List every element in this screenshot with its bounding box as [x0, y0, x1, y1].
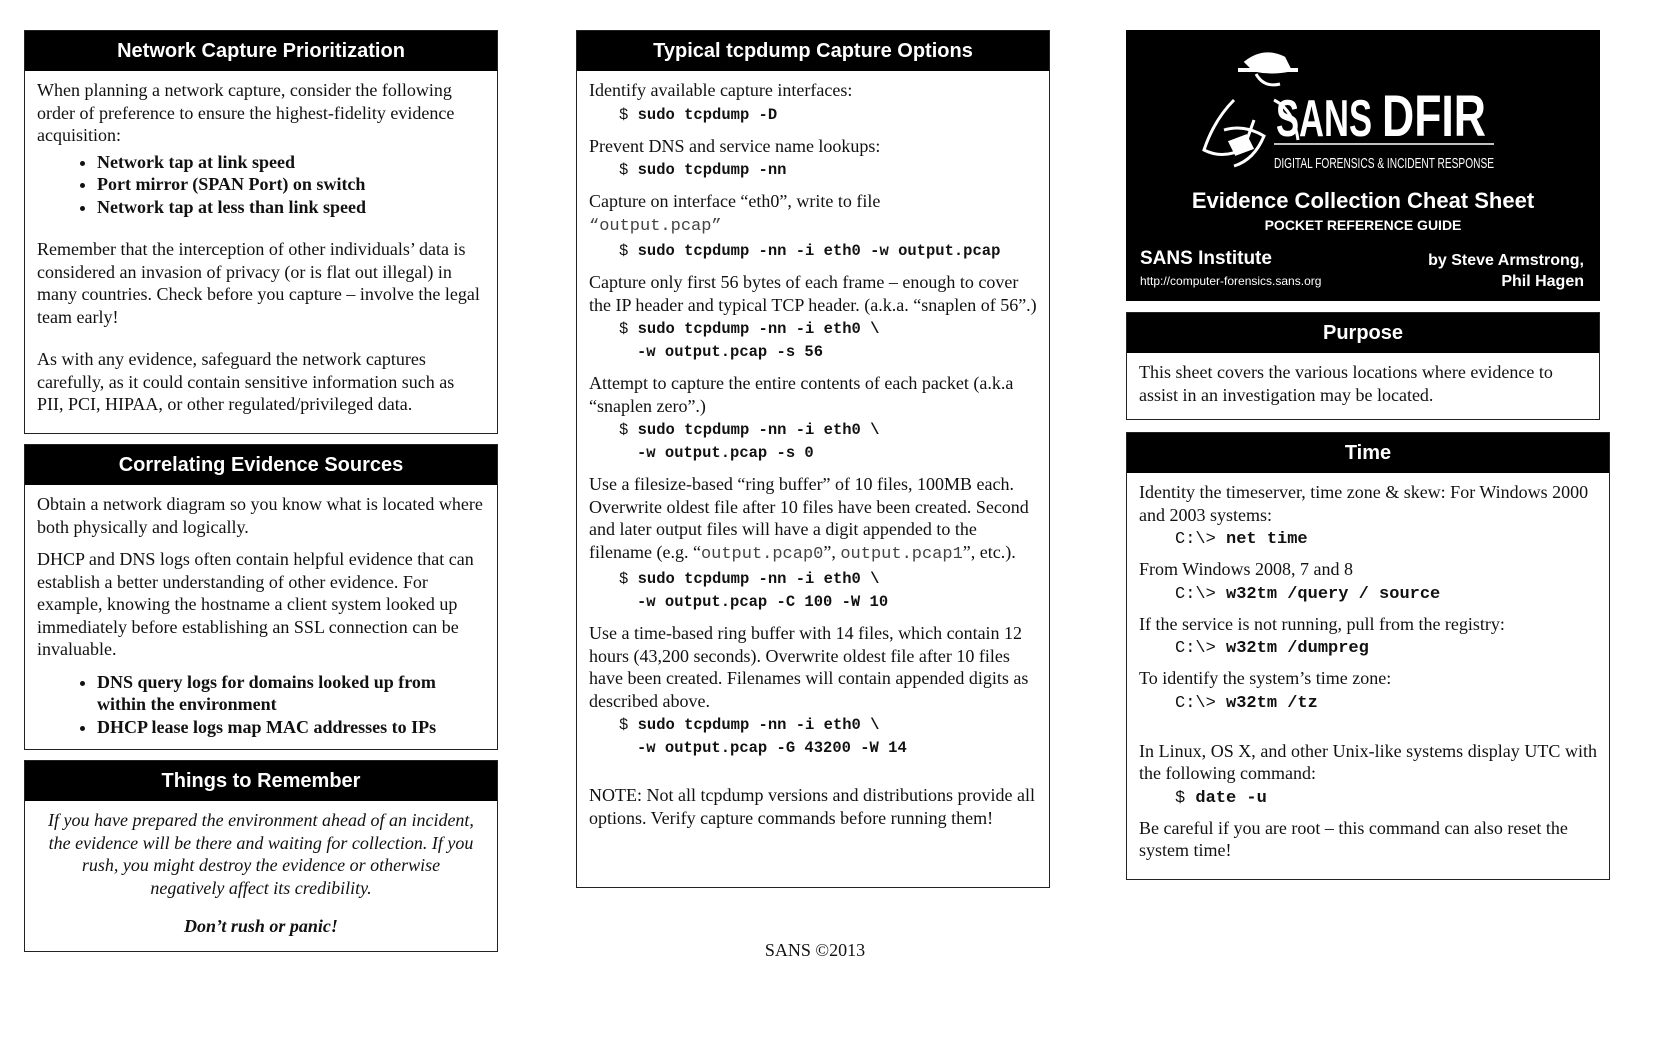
step-text: Capture only first 56 bytes of each frame – enough to cover the IP header and typical TCP header. (a.k.a. “snaplen of 56”.) [589, 272, 1037, 315]
author-line: Phil Hagen [1501, 273, 1584, 290]
command-line: C:\> net time [1175, 530, 1308, 549]
privacy-text: Remember that the interception of other individuals’ data is considered an invasion of privacy (or is flat out illegal) in many countries. Check before you capture – involve the legal team early! [37, 239, 480, 327]
command-line: $ sudo tcpdump -nn -i eth0 -w output.pcap [619, 242, 1001, 260]
list-item: • Network tap at less than link speed [97, 196, 485, 219]
authors [1428, 250, 1584, 292]
step-text: Capture on interface “eth0”, write to file [589, 191, 881, 211]
sheet-subtitle: POCKET REFERENCE GUIDE [1264, 217, 1462, 233]
filename: “output.pcap” [589, 216, 722, 236]
step-text: Prevent DNS and service name lookups: [589, 135, 881, 156]
section-title: Correlating Evidence Sources [25, 445, 497, 485]
step-text: From Windows 2008, 7 and 8 [1139, 559, 1353, 579]
list-item: • Port mirror (SPAN Port) on switch [97, 173, 485, 196]
list-item: • DHCP lease logs map MAC addresses to IPs [97, 716, 485, 739]
command-line: C:\> w32tm /dumpreg [1175, 639, 1369, 658]
capture-preference-list [37, 151, 485, 219]
intro-text: When planning a network capture, consider the following order of preference to ensure the highest-fidelity evidence acquisition: [37, 80, 455, 145]
command-line: $ sudo tcpdump -nn [619, 161, 787, 179]
warning-text: Be careful if you are root – this command can also reset the system time! [1139, 817, 1568, 860]
purpose-text: This sheet covers the various locations where evidence to assist in an investigation may be located. [1139, 362, 1553, 405]
logo-tagline: DIGITAL FORENSICS & INCIDENT RESPONSE [1274, 155, 1494, 172]
purpose-section [1126, 312, 1600, 420]
section-title: Purpose [1127, 313, 1599, 353]
command-line: $ sudo tcpdump -nn -i eth0 \ [619, 570, 880, 588]
note-text: NOTE: Not all tcpdump versions and distributions provide all options. Verify capture commands before running them! [589, 785, 1035, 828]
step-text: To identify the system’s time zone: [1139, 668, 1392, 688]
step-text: Identity the timeserver, time zone & skew: For Windows 2000 and 2003 systems: [1139, 482, 1589, 525]
copyright-footer: SANS ©2013 [764, 940, 866, 960]
logo-dfir-text: DFIR [1382, 84, 1486, 149]
logo-sans-text: SANS [1276, 90, 1372, 148]
step-text: Use a time-based ring buffer with 14 files, which contain 12 hours (43,200 seconds). Overwrite oldest file after 10 files have been created. Filenames will contain appended digits as described above. [589, 623, 1029, 711]
things-to-remember-section [24, 760, 498, 952]
command-line: $ sudo tcpdump -nn -i eth0 \ [619, 320, 880, 338]
command-line: C:\> w32tm /tz [1175, 693, 1318, 713]
command-line: -w output.pcap -G 43200 -W 14 [637, 739, 907, 757]
step-text: Identify available capture interfaces: [589, 80, 853, 100]
remember-text: If you have prepared the environment ahead of an incident, the evidence will be there and waiting for collection. If you rush, you might destroy the evidence or otherwise negatively affect its credibility. [48, 810, 474, 898]
institute-url[interactable]: http://computer-forensics.sans.org [1140, 274, 1322, 288]
section-title: Typical tcpdump Capture Options [577, 31, 1049, 71]
step-text: In Linux, OS X, and other Unix-like systems display UTC with the following command: [1139, 740, 1597, 783]
sheet-title: Evidence Collection Cheat Sheet [1191, 188, 1535, 213]
network-capture-prioritization-section [24, 30, 498, 434]
command-line: $ sudo tcpdump -D [619, 105, 778, 124]
safeguard-text: As with any evidence, safeguard the network captures carefully, as it could contain sensitive information such as PII, PCI, HIPAA, or other regulated/privileged data. [37, 349, 455, 414]
network-diagram-text: Obtain a network diagram so you know what is located where both physically and logically. [37, 494, 483, 537]
command-line: -w output.pcap -s 0 [637, 444, 814, 462]
step-text: Attempt to capture the entire contents of each packet (a.k.a “snaplen zero”.) [589, 373, 1014, 416]
correlating-evidence-sources-section [24, 444, 498, 750]
command-line: C:\> w32tm /query / source [1175, 584, 1441, 604]
section-title: Time [1127, 433, 1609, 473]
sans-dfir-logo [1194, 40, 1534, 190]
time-section [1126, 432, 1610, 880]
institute-name: SANS Institute [1140, 248, 1272, 269]
closing-text: Don’t rush or panic! [184, 916, 338, 936]
step-text: Use a filesize-based “ring buffer” of 10 files, 100MB each. Overwrite oldest file after 10 files have been created. Second and later output files will have a digit appended to the filename (e.g. “output.pcap0”, output.pcap1”, etc.). [589, 474, 1029, 564]
dhcp-dns-text: DHCP and DNS logs often contain helpful evidence that can establish a better understanding of other evidence. For example, knowing the hostname a client system looked up immediately before establishing an SSL connection can be invaluable. [37, 549, 474, 659]
section-title: Network Capture Prioritization [25, 31, 497, 71]
step-text: If the service is not running, pull from the registry: [1139, 613, 1505, 634]
command-line: $ date -u [1175, 788, 1267, 808]
tcpdump-options-section [576, 30, 1050, 888]
command-line: -w output.pcap -C 100 -W 10 [637, 593, 889, 611]
title-banner [1126, 30, 1600, 301]
logs-list [37, 671, 485, 739]
list-item: • Network tap at link speed [97, 151, 485, 174]
list-item: • DNS query logs for domains looked up from within the environment [97, 671, 485, 716]
command-line: $ sudo tcpdump -nn -i eth0 \ [619, 421, 880, 439]
section-title: Things to Remember [25, 761, 497, 801]
author-line: by Steve Armstrong, [1428, 252, 1584, 269]
command-line: $ sudo tcpdump -nn -i eth0 \ [619, 716, 880, 734]
command-line: -w output.pcap -s 56 [637, 343, 824, 361]
